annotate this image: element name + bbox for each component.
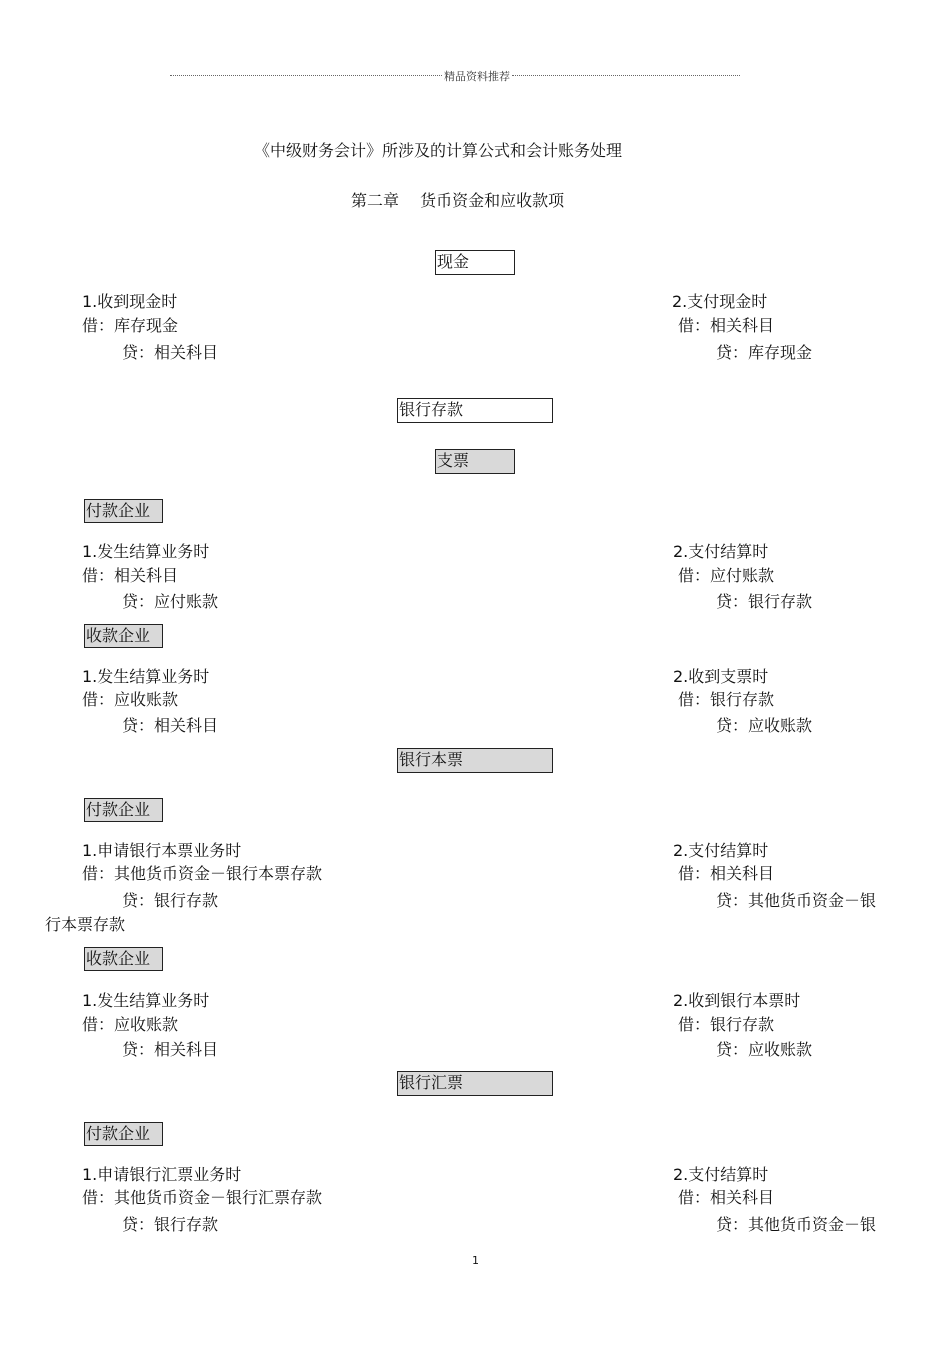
credit-line: 贷：相关科目 — [122, 1040, 219, 1059]
header-dotted-rule-right — [512, 75, 740, 76]
subsection-box-payer: 付款企业 — [84, 499, 163, 523]
subsection-box-payee: 收款企业 — [84, 624, 163, 648]
entry-heading: 1.发生结算业务时 — [82, 667, 210, 686]
debit-line: 借：库存现金 — [82, 316, 179, 335]
credit-line: 贷：库存现金 — [716, 343, 813, 362]
credit-line: 贷：其他货币资金－银 — [716, 891, 877, 910]
credit-line: 贷：银行存款 — [122, 891, 219, 910]
section-box-check: 支票 — [435, 449, 515, 474]
debit-line: 借：相关科目 — [678, 316, 775, 335]
section-box-cashier-check: 银行本票 — [397, 748, 553, 773]
debit-line: 借：银行存款 — [678, 690, 775, 709]
credit-line: 贷：应付账款 — [122, 592, 219, 611]
credit-line: 贷：相关科目 — [122, 716, 219, 735]
credit-line: 贷：应收账款 — [716, 716, 813, 735]
debit-line: 借：相关科目 — [678, 1188, 775, 1207]
header-dotted-rule-left — [170, 75, 442, 76]
entry-heading: 2.支付结算时 — [673, 1165, 769, 1184]
debit-line: 借：相关科目 — [678, 864, 775, 883]
page-number: 1 — [472, 1254, 479, 1267]
credit-line: 贷：银行存款 — [716, 592, 813, 611]
entry-heading: 2.支付结算时 — [673, 841, 769, 860]
credit-line: 贷：其他货币资金－银 — [716, 1215, 877, 1234]
debit-line: 借：银行存款 — [678, 1015, 775, 1034]
entry-heading: 2.收到银行本票时 — [673, 991, 801, 1010]
subsection-box-payer: 付款企业 — [84, 798, 163, 822]
chapter-title: 第二章 货币资金和应收款项 — [351, 191, 565, 210]
section-box-cash: 现金 — [435, 250, 515, 275]
credit-line: 贷：应收账款 — [716, 1040, 813, 1059]
entry-heading: 2.收到支票时 — [673, 667, 769, 686]
entry-heading: 2.支付现金时 — [672, 292, 768, 311]
debit-line: 借：其他货币资金－银行本票存款 — [82, 864, 323, 883]
debit-line: 借：应付账款 — [678, 566, 775, 585]
entry-heading: 1.发生结算业务时 — [82, 542, 210, 561]
page-header — [170, 68, 740, 82]
debit-line: 借：相关科目 — [82, 566, 179, 585]
credit-line: 贷：银行存款 — [122, 1215, 219, 1234]
section-box-bank-deposit: 银行存款 — [397, 398, 553, 423]
entry-heading: 1.申请银行汇票业务时 — [82, 1165, 242, 1184]
debit-line: 借：应收账款 — [82, 690, 179, 709]
subsection-box-payer: 付款企业 — [84, 1122, 163, 1146]
document-title: 《中级财务会计》所涉及的计算公式和会计账务处理 — [254, 141, 623, 160]
entry-heading: 1.申请银行本票业务时 — [82, 841, 242, 860]
credit-line-continuation: 行本票存款 — [45, 915, 126, 934]
header-text: 精品资料推荐 — [444, 70, 510, 83]
debit-line: 借：其他货币资金－银行汇票存款 — [82, 1188, 323, 1207]
subsection-box-payee: 收款企业 — [84, 947, 163, 971]
debit-line: 借：应收账款 — [82, 1015, 179, 1034]
credit-line: 贷：相关科目 — [122, 343, 219, 362]
entry-heading: 1.收到现金时 — [82, 292, 178, 311]
entry-heading: 1.发生结算业务时 — [82, 991, 210, 1010]
entry-heading: 2.支付结算时 — [673, 542, 769, 561]
section-box-bank-draft: 银行汇票 — [397, 1071, 553, 1096]
